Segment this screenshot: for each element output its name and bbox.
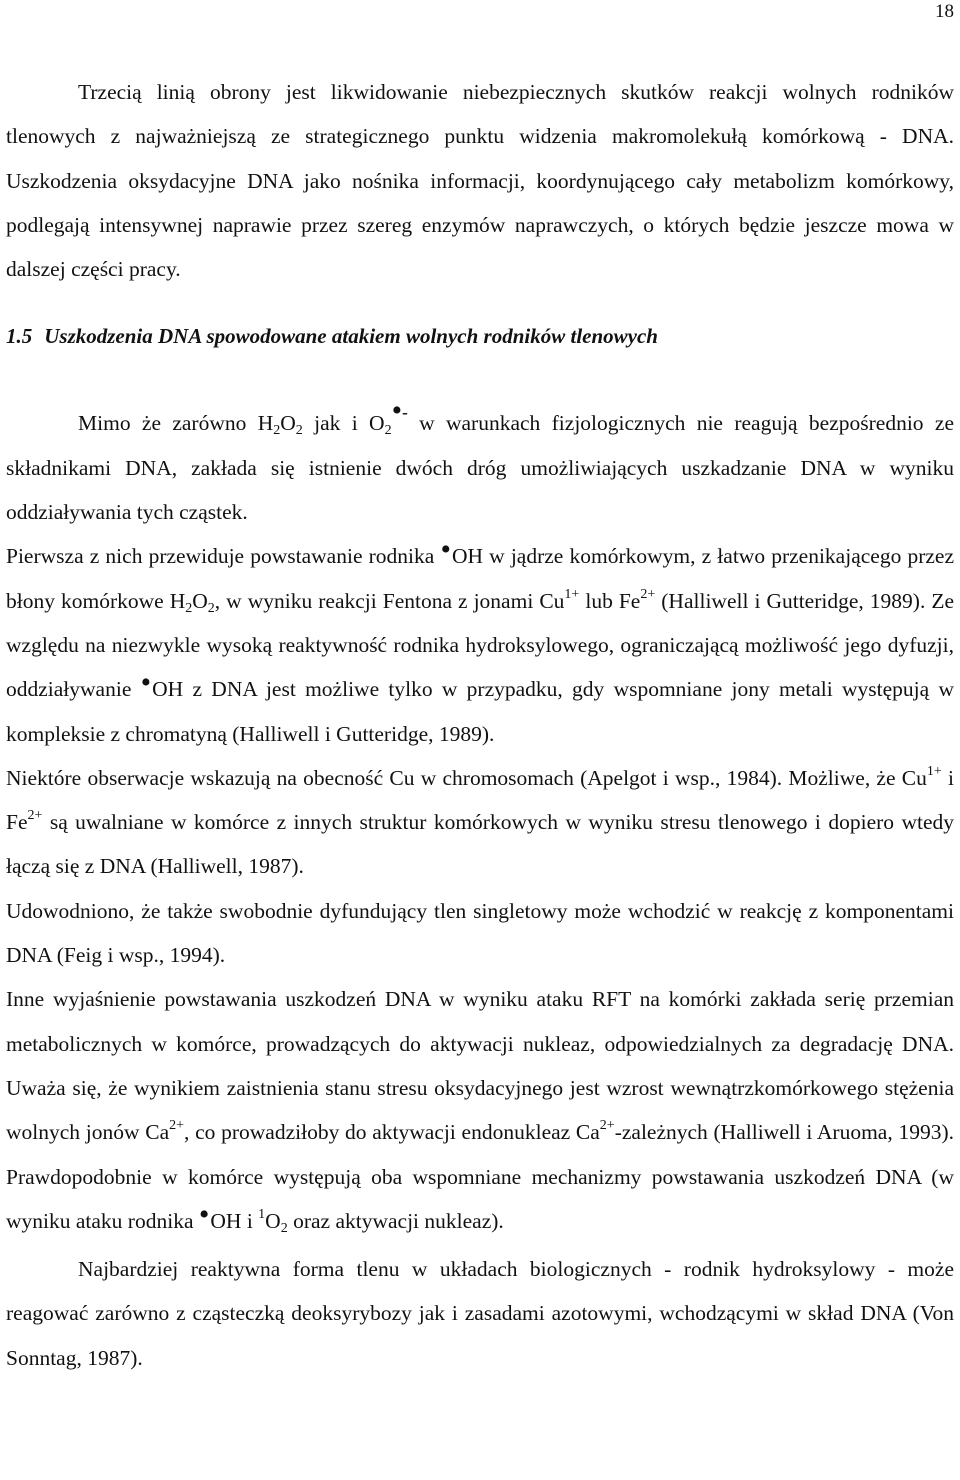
section-number: 1.5 [6,324,33,349]
subscript: 2 [384,423,392,439]
text-run: i Fe [6,765,954,835]
text-run: lub Fe [579,588,641,613]
superscript: 2+ [169,1118,185,1134]
text-run: oraz aktywacji nukleaz). [287,1208,504,1233]
superscript: 2+ [27,808,43,824]
superscript: 1 [258,1206,266,1222]
text-run: -zależnych (Halliwell i Aruoma, 1993). Prawdopodobnie w komórce występują oba wspomniane mechanizmy powstawania uszkodzeń DNA (w wyniku ataku rodnika [6,1120,954,1233]
paragraph-copper [6,756,954,889]
text-run: Inne wyjaśnienie powstawania uszkodzeń DNA w wyniku ataku RFT na komórki zakłada serię przemian metabolicznych w komórce, prowadzących do aktywacji nukleaz, odpowiedzialnych za degradację DNA. Uważa się, że wynikiem zaistnienia stanu stresu oksydacyjnego jest wzrost wewnątrzkomórkowego stężenia wolnych jonów Ca [6,987,954,1145]
text-run: OH w jądrze komórkowym, z łatwo przenikającego przez błony komórkowe H [6,544,955,613]
subscript: 2 [207,600,215,616]
radical-dot: • [198,1197,210,1231]
text-run: Mimo że zarówno H [78,411,274,436]
text-run: OH z DNA jest możliwe tylko w przypadku, gdy wspomniane jony metali występują w kompleksie z chromatyną (Halliwell i Gutteridge, 1989). [6,677,954,746]
text-run: OH i [210,1208,259,1233]
text-run: (Halliwell i Gutteridge, 1989). Ze względu na niezwykle wysoką reaktywność rodnika hydroksylowego, ograniczającą możliwość jego dyfuzji, oddziaływanie [6,588,955,702]
subscript: 2 [280,1220,288,1236]
superscript: 2+ [599,1118,615,1134]
text-run: w warunkach fizjologicznych nie reagują bezpośrednio ze składnikami DNA, zakłada się istnienie dwóch dróg umożliwiających uszkadzanie DNA w wyniku oddziaływania tych cząstek. [6,411,954,525]
subscript: 2 [273,423,281,439]
paragraph-hydroxyl: Najbardziej reaktywna forma tlenu w układach biologicznych - rodnik hydroksylowy - może reagować zarówno z cząsteczką deoksyrybozy jak i zasadami azotowymi, wchodzącymi w skład DNA (Von Sonntag, 1987). [6,1257,954,1370]
page-number: 18 [935,1,954,22]
radical-dot: • [140,666,152,700]
text-run: , w wyniku reakcji Fentona z jonami Cu [214,588,565,613]
subscript: 2 [295,423,303,439]
text-run: O [265,1208,281,1233]
superscript: 2+ [640,586,656,602]
paragraph-singlet-oxygen: Udowodniono, że także swobodnie dyfundujący tlen singletowy może wchodzić w reakcję z komponentami DNA (Feig i wsp., 1994). [6,898,954,968]
paragraph-repair: Trzecią linią obrony jest likwidowanie niebezpiecznych skutków reakcji wolnych rodników tlenowych z najważniejszą ze strategicznego punktu widzenia makromolekułą komórkową - DNA. Uszkodzenia oksydacyjne DNA jako nośnika informacji, koordynującego cały metabolizm komórkowy, podlegają intensywnej naprawie przez szereg enzymów naprawczych, o których będzie jeszcze mowa w dalszej części pracy. [6,80,954,282]
text-run: Niektóre obserwacje wskazują na obecność Cu w chromosomach (Apelgot i wsp., 1984). Możliwe, że Cu [6,765,927,790]
radical-dot: • [440,533,451,567]
text-run: O [192,588,208,613]
superscript: 1+ [564,586,580,602]
paragraph-fenton [6,534,954,755]
text-run: O [280,411,296,436]
text-run: jak i O [302,411,385,436]
section-title: Uszkodzenia DNA spowodowane atakiem wolnych rodników tlenowych [44,324,658,349]
superscript: 1+ [926,763,942,779]
document-body [6,70,954,1380]
charge-superscript: - [402,403,408,423]
text-run: są uwalniane w komórce z innych struktur komórkowych w wyniku stresu tlenowego i dopiero wtedy łączą się z DNA (Halliwell, 1987). [6,810,954,879]
paragraph-calcium [6,977,954,1243]
subscript: 2 [185,600,193,616]
radical-dot: • [391,394,403,428]
text-run: , co prowadziłoby do aktywacji endonukleaz Ca [184,1120,600,1145]
text-run: Pierwsza z nich przewiduje powstawanie rodnika [6,544,441,569]
paragraph-intro [6,394,954,534]
section-heading [6,321,954,351]
